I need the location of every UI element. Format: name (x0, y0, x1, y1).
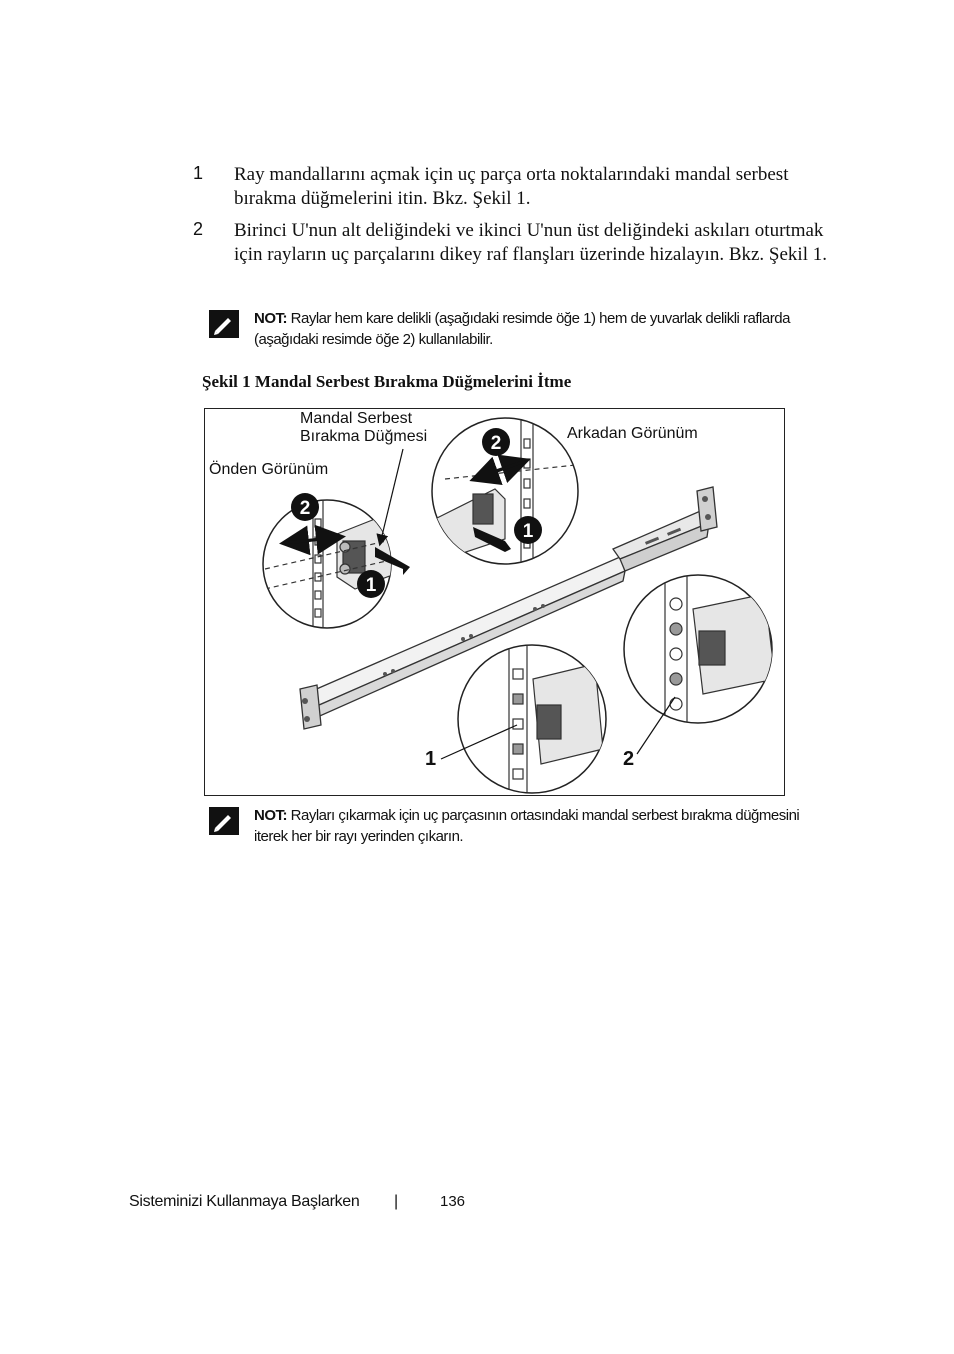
note-pencil-icon (209, 310, 239, 338)
badge-1-rear (514, 516, 542, 544)
figure-rail-illustration (204, 408, 785, 796)
release-button-leader (380, 449, 403, 544)
step-text: Birinci U'nun alt deliğindeki ve ikinci U'nun üst deliğindeki askıları oturtmak için rayların uç parçalarını dikey raf flanşları üzerinde hizalayın. Bkz. Şekil 1. (234, 220, 827, 265)
note-box (209, 805, 809, 847)
step-text: Ray mandallarını açmak için uç parça orta noktalarındaki mandal serbest bırakma düğmelerini itin. Bkz. Şekil 1. (234, 164, 789, 209)
front-view-label: Önden Görünüm (209, 461, 329, 478)
step-number: 1 (193, 163, 204, 183)
page-number: 136 (440, 1193, 466, 1210)
step-1 (193, 163, 853, 211)
callout-1-label: 1 (425, 748, 437, 770)
note-label: NOT: (254, 310, 287, 327)
callout-2-label: 2 (623, 748, 635, 770)
svg-text:2: 2 (490, 433, 502, 454)
note-text: Rayları çıkarmak için uç parçasının ortasındaki mandal serbest bırakma düğmesini iterek her bir rayı yerinden çıkarın. (254, 807, 800, 845)
note-pencil-icon (209, 807, 239, 835)
note-text: Raylar hem kare delikli (aşağıdaki resimde öğe 1) hem de yuvarlak delikli raflarda (aşağıdaki resimde öğe 2) kullanılabilir. (254, 310, 790, 348)
note-box (209, 308, 809, 350)
badge-2-front (291, 493, 319, 521)
rear-view-label: Arkadan Görünüm (567, 425, 698, 442)
footer-separator: | (394, 1193, 399, 1210)
footer-title: Sisteminizi Kullanmaya Başlarken (129, 1193, 360, 1210)
step-2 (193, 219, 853, 267)
step-number: 2 (193, 219, 204, 239)
svg-text:2: 2 (299, 498, 311, 519)
svg-text:1: 1 (365, 575, 377, 596)
note-label: NOT: (254, 807, 287, 824)
release-button-label: Mandal Serbest Bırakma Düğmesi (300, 410, 428, 445)
badge-2-rear (482, 428, 510, 456)
figure-caption: Şekil 1 Mandal Serbest Bırakma Düğmelerini İtme (202, 372, 572, 391)
svg-text:1: 1 (522, 521, 534, 542)
badge-1-front (357, 570, 385, 598)
